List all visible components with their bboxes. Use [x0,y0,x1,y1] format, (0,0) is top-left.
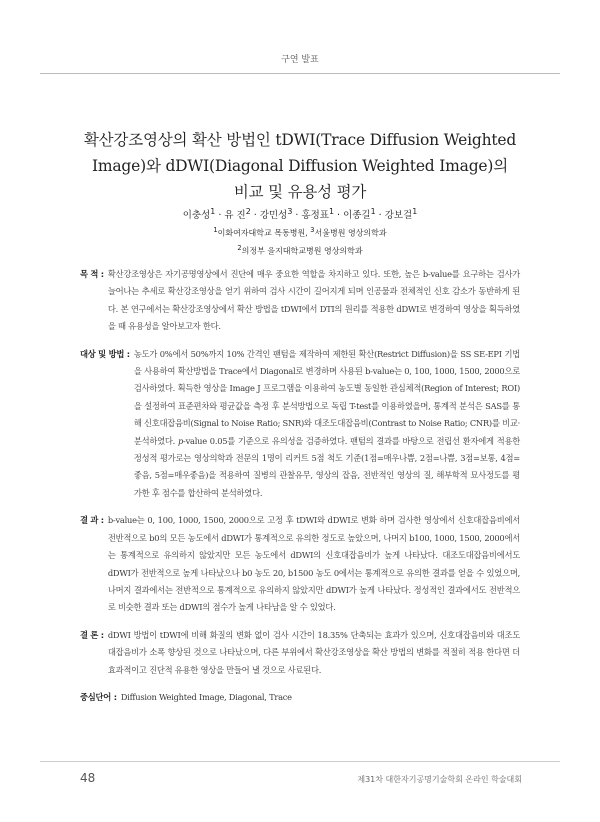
author-separator: · [292,210,302,222]
keywords-text: Diffusion Weighted Image, Diagonal, Trace [120,691,292,702]
author-affil-mark: 1 [370,207,376,216]
title-line-3: 비교 및 유용성 평가 [233,183,367,201]
author-name: 강민성 [259,210,288,222]
title-line-1: 확산강조영상의 확산 방법인 tDWI(Trace Diffusion Weighted [83,131,517,149]
author-name: 홍정표 [301,210,329,222]
page-number: 48 [80,771,96,785]
methods-text-part: -value 0.05를 기준으로 유의성을 검증하였다. 팬텀의 결과를 바탕으로 전립선 환자에게 적용한 정성적 평가로는 영상의학과 전문의 1명이 리커트 5점 척도 기준(1점=매우나쁨, 2점=나쁨, 3점=보통, 4점=좋음, 5점=매우좋음)을 적용하여 질병의 관찰유무, 영상의 잡음, 전반적인 영상의 질, 해부학적 묘사정도를 평가한 후 점수를 합산하여 분석하였다. [133,435,520,498]
author-affil-mark: 3 [287,207,293,216]
affil-mark: 1 [213,226,218,235]
author-name: 강보걸 [384,210,413,222]
author-name: 이충성 [182,210,211,222]
affil-text: 이화여자대학교 목동병원, [217,228,311,238]
affil-text: 서울병원 영상의학과 [314,228,387,238]
author-affil-mark: 1 [328,207,335,216]
p-symbol: p [177,435,184,446]
conference-name: 제31차 대한자기공명기술학회 온라인 학술대회 [357,775,522,784]
footer-divider [40,761,560,762]
section-text [134,346,520,503]
running-header: 구연 발표 [281,55,319,65]
author-block [0,204,600,258]
methods-text-part: 농도가 0%에서 50%까지 10% 간격인 팬텀을 제작하여 제한된 확산(Restrict Diffusion)을 SS SE-EPI 기법을 사용하여 확산방법을 Trace에서 Diagonal로 변경하며 사용된 b-value는 0, 100, 1000, 1500, 2000으로 검사하였다. 획득한 영상을 Image J 프로그램을 이용하여 농도별 동일한 관심체적(Region of Interest; ROI)을 설정하여 표준편차와 평균값을 측정 후 분석방법으로 독립 T-test를 이용하였을며, 통계적 분석은 SAS를 통해 신호대잡음비(Signal to Noise Ratio; SNR)와 대조도대잡음비(Contrast to Noise Ratio; CNR)를 비교·분석하였다. [133,348,520,446]
author-list [0,204,600,223]
section-keywords [80,689,520,706]
affiliation-line-1 [0,223,600,241]
author-separator: · [375,210,385,222]
section-label: 결 과 : [80,515,104,526]
author-affil-mark: 2 [245,207,251,216]
section-text: 확산강조영상은 자기공명영상에서 진단에 매우 중요한 역할을 차지하고 있다. 또한, 높은 b-value를 요구하는 검사가 늘어나는 추세로 확산강조영상을 얻기 위하여 검사 시간이 길어지게 되며 인공물과 전체적인 신호 감소가 동반하게 된다. 본 연구에서는 확산강조영상에서 확산 방법을 tDWI에서 DTI의 원리를 적용한 dDWI로 변경하여 영상을 획득하였을 때 유용성을 알아보고자 한다. [107,269,520,332]
author-separator: · [215,210,225,222]
author-affil-mark: 1 [412,207,418,216]
section-label: 중심단어 : [80,691,117,702]
header-divider [40,73,560,74]
author-separator: · [334,210,344,222]
section-label: 목 적 : [80,269,104,279]
affil-mark: 2 [237,243,242,252]
section-label: 대상 및 방법 : [80,348,130,359]
section-label: 결 론 : [80,629,104,640]
title-line-2: Image)와 dDWI(Diagonal Diffusion Weighted Image)의 [91,157,509,175]
section-text: dDWI 방법이 tDWI에 비해 화질의 변화 없이 검사 시간이 18.35% 단축되는 효과가 있으며, 신호대잡음비와 대조도대잡음비가 소폭 향상된 것으로 나타났으며, 다른 부위에서 확산강조영상을 확산 방법의 변화를 적절히 적용 한다면 더 효과적이고 진단적 유용한 영상을 만들어 낼 것으로 사료된다. [107,629,520,675]
paper-title [40,127,560,205]
author-name: 이종길 [343,210,371,222]
affil-mark: 3 [310,226,315,235]
section-results [80,512,520,616]
author-name: 유 진 [224,210,246,222]
abstract-body [80,266,520,706]
author-separator: · [250,210,260,222]
section-methods [80,346,520,503]
affiliation-line-2 [0,241,600,259]
section-purpose [80,266,520,336]
section-text: b-value는 0, 100, 1000, 1500, 2000으로 고정 후 tDWI와 dDWI로 변화 하며 검사한 영상에서 신호대잡음비에서 전반적으로 b0의 모든 농도에서 dDWI가 통계적으로 유의한 정도로 높았으며, 나머지 b100, 1000, 1500, 2000에서는 통계적으로 유의하지 않았지만 모든 농도에서 dDWI의 신호대잡음비가 높게 나타났다. 대조도대잡음비에서도 dDWI가 전반적으로 높게 나타났으나 b0 농도 20, b1500 농도 0에서는 통계적으로 유의한 결과를 얻을 수 있었으며, 나머지 결과에서는 전반적으로 통계적으로 유의하지 않았지만 dDWI가 높게 나타났다. 정성적인 결과에서도 전반적으로 비슷한 결과 또는 dDWI의 점수가 높게 나타남을 알 수 있었다. [107,515,520,613]
section-conclusion [80,627,520,679]
author-affil-mark: 1 [210,207,216,216]
affil-text: 의정부 을지대학교병원 영상의학과 [241,246,363,256]
